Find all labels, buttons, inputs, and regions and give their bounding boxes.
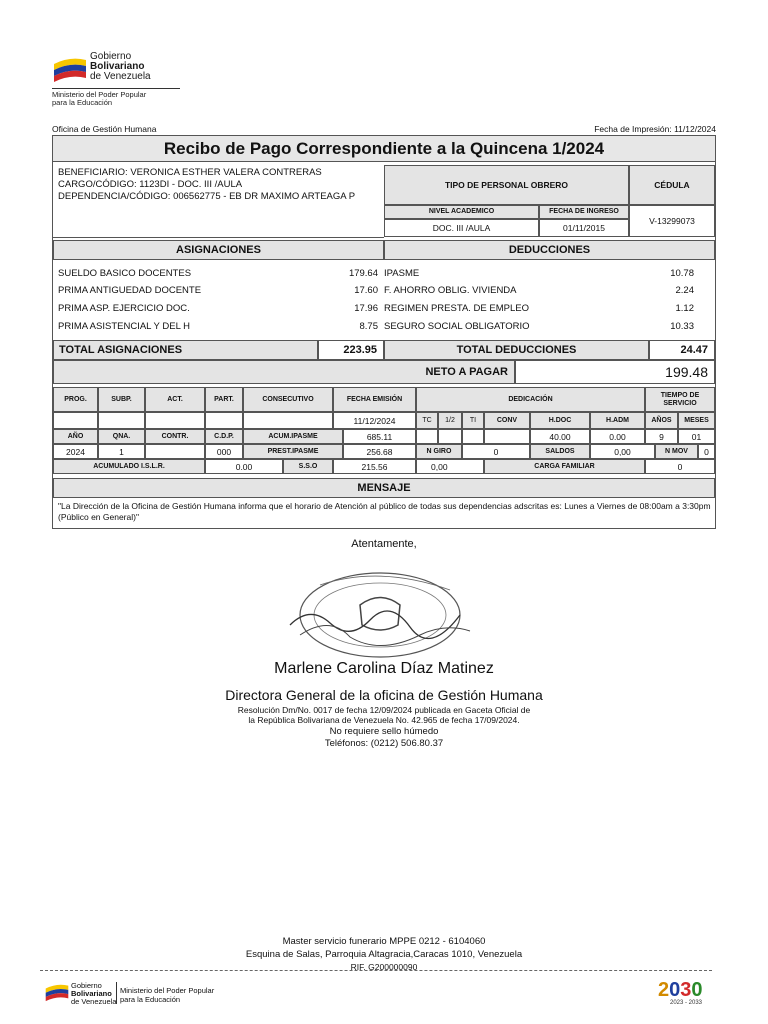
footer-rif: RIF. G200000090 [350, 962, 418, 972]
anniversary-logo: 2030 2023 - 2033 [658, 980, 714, 1012]
footer-ministry-line1: Ministerio del Poder Popular [120, 986, 215, 995]
net-pay-value: 199.48 [515, 360, 715, 384]
receipt-title: Recibo de Pago Correspondiente a la Quincena 1/2024 [53, 136, 715, 162]
cdp-value: 000 [205, 444, 243, 459]
assignments-header: ASIGNACIONES [53, 240, 384, 260]
saldos-value: 0,00 [590, 444, 655, 459]
deduction-label: F. AHORRO OBLIG. VIVIENDA [384, 285, 517, 296]
ti-value [462, 429, 484, 444]
meses-value: 01 [678, 429, 715, 444]
deduction-amount: 1.12 [675, 303, 694, 314]
resolution-line2: la República Bolivariana de Venezuela No. 42.965 de fecha 17/09/2024. [248, 715, 520, 725]
subp-value [98, 412, 145, 429]
academic-level: DOC. III /AULA [384, 219, 539, 237]
prest-ipasme-label: PREST.IPASME [243, 444, 343, 459]
col-subp: SUBP. [98, 387, 145, 412]
assignment-label: SUELDO BASICO DOCENTES [58, 268, 192, 279]
acum-ipasme-value: 685.11 [343, 429, 416, 444]
total-assignments-value: 223.95 [318, 340, 384, 360]
act-value [145, 412, 205, 429]
assignment-amount: 8.75 [359, 321, 378, 332]
ti-label: TI [462, 412, 484, 429]
deduction-amount: 10.33 [670, 321, 694, 332]
footer-line2: Esquina de Salas, Parroquia Altagracia,Caracas 1010, Venezuela [245, 949, 523, 960]
prog-value [53, 412, 98, 429]
logo-line1: Gobierno [90, 51, 132, 62]
conv-value [484, 429, 530, 444]
anniversary-years: 2023 - 2033 [669, 1000, 703, 1006]
half-value [438, 429, 462, 444]
sso-label: S.S.O [283, 459, 333, 474]
carga-familiar-label: CARGA FAMILIAR [484, 459, 645, 474]
id-label: CÉDULA [629, 165, 715, 205]
deduction-amount: 10.78 [670, 268, 694, 279]
footer-logo-line2: Bolivariano [71, 989, 112, 998]
tc-label: TC [416, 412, 438, 429]
anos-value: 9 [645, 429, 678, 444]
col-consec: CONSECUTIVO [243, 387, 333, 412]
beneficiary: BENEFICIARIO: VERONICA ESTHER VALERA CONTRERAS [58, 167, 322, 178]
col-ano: AÑO [53, 429, 98, 444]
dependency: DEPENDENCIA/CÓDIGO: 006562775 - EB DR MAXIMO ARTEAGA P [58, 191, 356, 202]
footer-logo [44, 980, 244, 1010]
assignment-label: PRIMA ANTIGUEDAD DOCENTE [58, 285, 202, 296]
ministry-line1: Ministerio del Poder Popular [52, 90, 147, 99]
deduction-label: SEGURO SOCIAL OBLIGATORIO [384, 321, 530, 332]
meses-label: MESES [678, 412, 715, 429]
assignment-amount: 17.60 [354, 285, 378, 296]
footer-ministry-line2: para la Educación [120, 995, 181, 1004]
sso-value: 215.56 [333, 459, 416, 474]
total-assignments-text: TOTAL ASIGNACIONES [59, 344, 183, 356]
phones: Teléfonos: (0212) 506.80.37 [324, 738, 444, 749]
deduction-label: IPASME [384, 268, 420, 279]
tc-value [416, 429, 438, 444]
resolution-line1: Resolución Dm/No. 0017 de fecha 12/09/2024 publicada en Gaceta Oficial de [237, 705, 531, 715]
footer-logo-line1: Gobierno [71, 981, 102, 990]
ngiro-label: N GIRO [416, 444, 462, 459]
office-label: Oficina de Gestión Humana [52, 124, 157, 134]
assignment-label: PRIMA ASISTENCIAL Y DEL H [58, 321, 190, 332]
nmov-value: 0 [698, 444, 715, 459]
closing: Atentamente, [351, 538, 417, 550]
hdoc-label: H.DOC [530, 412, 590, 429]
islr-value: 0.00 [205, 459, 283, 474]
signature-seal [270, 565, 490, 675]
total-assignments-label [53, 340, 318, 360]
part-value [205, 412, 243, 429]
col-dedicacion: DEDICACIÓN [416, 387, 645, 412]
col-contr: CONTR. [145, 429, 205, 444]
col-tiempo: TIEMPO DE SERVICIO [645, 387, 715, 412]
hadm-value: 0.00 [590, 429, 645, 444]
message-text: "La Dirección de la Oficina de Gestión Humana informa que el horario de Atención al público de todas sus dependencias adscritas es: Lunes a Viernes de 08:00am a 3:30pm (Público en General)" [58, 501, 711, 522]
consec-value [243, 412, 333, 429]
assignment-label: PRIMA ASP. EJERCICIO DOC. [58, 303, 190, 314]
signer-name: Marlene Carolina Díaz Matinez [274, 660, 494, 677]
academic-level-label: NIVEL ACADEMICO [384, 205, 539, 219]
col-act: ACT. [145, 387, 205, 412]
hadm-label: H.ADM [590, 412, 645, 429]
footer-line1: Master servicio funerario MPPE 0212 - 6104060 [282, 936, 486, 947]
deductions-header: DEDUCCIONES [384, 240, 715, 260]
employee-info [58, 167, 355, 203]
islr-label: ACUMULADO I.S.L.R. [53, 459, 205, 474]
total-deductions-label: TOTAL DEDUCCIONES [384, 340, 649, 360]
col-prog: PROG. [53, 387, 98, 412]
anos-label: AÑOS [645, 412, 678, 429]
net-pay-text: NETO A PAGAR [425, 366, 508, 378]
zero-value: 0,00 [416, 459, 484, 474]
qna-value: 1 [98, 444, 145, 459]
prest-ipasme-value: 256.68 [343, 444, 416, 459]
col-qna: QNA. [98, 429, 145, 444]
half-label: 1/2 [438, 412, 462, 429]
emission-date: 11/12/2024 [333, 412, 416, 429]
id-number: V-13299073 [629, 205, 715, 237]
assignment-amount: 17.96 [354, 303, 378, 314]
col-fecha: FECHA EMISIÓN [333, 387, 416, 412]
print-date: Fecha de Impresión: 11/12/2024 [594, 124, 716, 134]
deduction-label: REGIMEN PRESTA. DE EMPLEO [384, 303, 529, 314]
ngiro-value: 0 [462, 444, 530, 459]
no-seal: No requiere sello húmedo [329, 726, 439, 737]
deduction-amount: 2.24 [675, 285, 694, 296]
conv-label: CONV [484, 412, 530, 429]
hire-date: 01/11/2015 [539, 219, 629, 237]
nmov-label: N MOV [655, 444, 698, 459]
col-part: PART. [205, 387, 243, 412]
flag-icon [52, 52, 88, 86]
logo-line2: Bolivariano [90, 61, 145, 72]
flag-icon [44, 980, 70, 1004]
signer-role: Directora General de la oficina de Gestión Humana [225, 687, 543, 703]
col-cdp: C.D.P. [205, 429, 243, 444]
contr-value [145, 444, 205, 459]
hire-date-label: FECHA DE INGRESO [539, 205, 629, 219]
carga-familiar-value: 0 [645, 459, 715, 474]
logo-line3: de Venezuela [90, 71, 151, 82]
assignment-amount: 179.64 [348, 268, 378, 279]
ano-value: 2024 [53, 444, 98, 459]
government-logo [52, 50, 192, 114]
hdoc-value: 40.00 [530, 429, 590, 444]
position: CARGO/CÓDIGO: 1123DI - DOC. III /AULA [58, 179, 243, 190]
ministry-line2: para la Educación [52, 98, 113, 107]
total-deductions-value: 24.47 [649, 340, 715, 360]
acum-ipasme-label: ACUM.IPASME [243, 429, 343, 444]
footer-logo-line3: de Venezuela [71, 997, 117, 1006]
net-pay-label [53, 360, 515, 384]
saldos-label: SALDOS [530, 444, 590, 459]
message-header: MENSAJE [53, 478, 715, 498]
staff-type-label: TIPO DE PERSONAL OBRERO [384, 165, 629, 205]
